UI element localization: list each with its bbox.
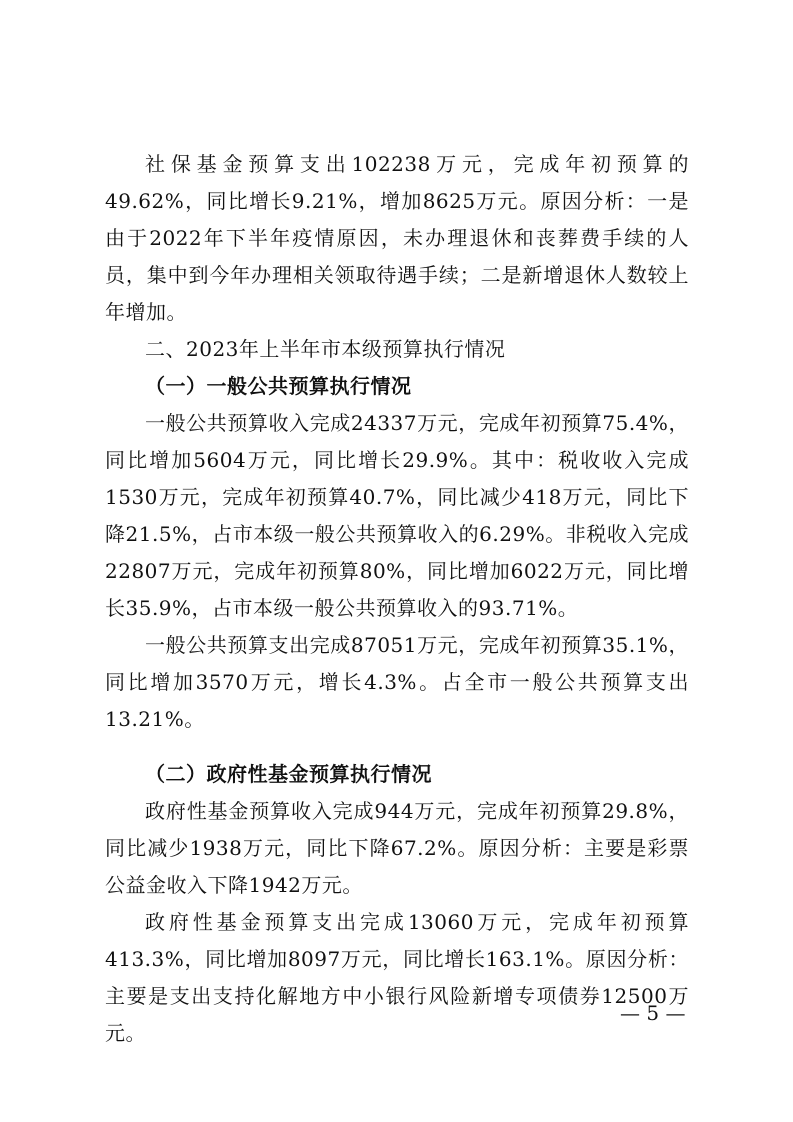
document-body bbox=[105, 146, 689, 1052]
page-number: — 5 — bbox=[620, 1001, 686, 1025]
paragraph-fund-budget-expenditure: 政府性基金预算支出完成13060万元，完成年初预算413.3%，同比增加8097万元，同比增长163.1%。原因分析：主要是支出支持化解地方中小银行风险新增专项债券12500万元。 bbox=[105, 910, 689, 1045]
subsection-heading-fund-budget: （二）政府性基金预算执行情况 bbox=[145, 762, 432, 786]
section-heading-2: 二、2023年上半年市本级预算执行情况 bbox=[145, 337, 506, 361]
paragraph-social-security-expenditure: 社保基金预算支出102238万元，完成年初预算的49.62%，同比增长9.21%，增加8625万元。原因分析：一是由于2022年下半年疫情原因，未办理退休和丧葬费手续的人员，集中到今年办理相关领取待遇手续；二是新增退休人数较上年增加。 bbox=[105, 152, 689, 324]
paragraph-general-budget-revenue: 一般公共预算收入完成24337万元，完成年初预算75.4%，同比增加5604万元，同比增长29.9%。其中：税收收入完成1530万元，完成年初预算40.7%，同比减少418万元，同比下降21.5%，占市本级一般公共预算收入的6.29%。非税收入完成22807万元，完成年初预算80%，同比增加6022万元，同比增长35.9%，占市本级一般公共预算收入的93.71%。 bbox=[105, 411, 689, 620]
paragraph-fund-budget-revenue: 政府性基金预算收入完成944万元，完成年初预算29.8%，同比减少1938万元，同比下降67.2%。原因分析：主要是彩票公益金收入下降1942万元。 bbox=[105, 799, 689, 897]
paragraph-general-budget-expenditure: 一般公共预算支出完成87051万元，完成年初预算35.1%，同比增加3570万元，增长4.3%。占全市一般公共预算支出13.21%。 bbox=[105, 633, 689, 731]
subsection-heading-general-budget: （一）一般公共预算执行情况 bbox=[145, 374, 412, 398]
